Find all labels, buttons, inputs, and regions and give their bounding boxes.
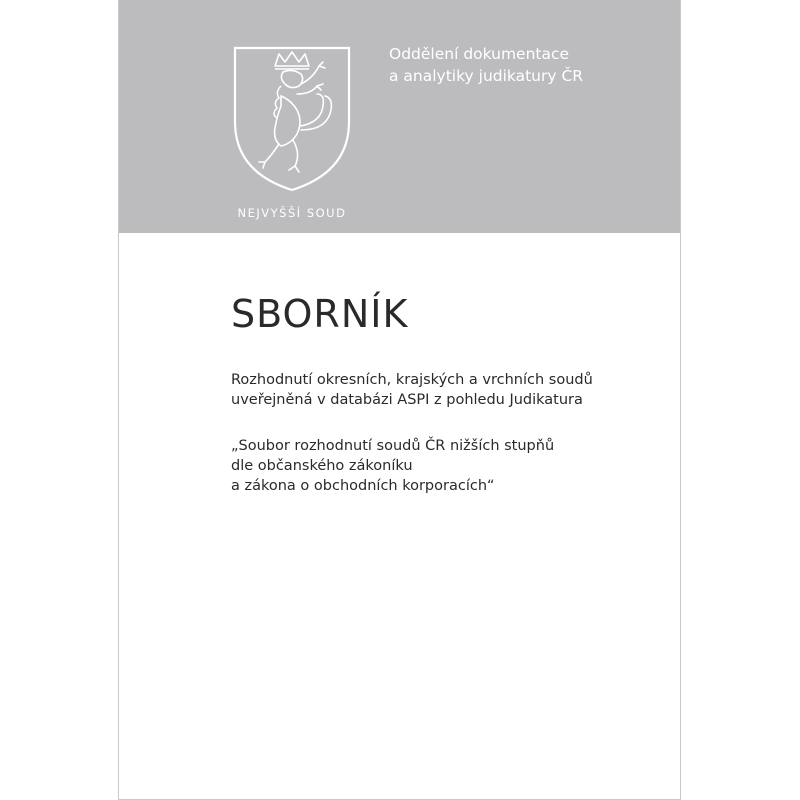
quote-line: a zákona o obchodních korporacích“ bbox=[231, 478, 495, 494]
collection-quote bbox=[231, 436, 554, 496]
court-name: NEJVYŠŠÍ SOUD bbox=[237, 206, 347, 220]
department-line: a analytiky judikatury ČR bbox=[389, 67, 584, 85]
department-name bbox=[389, 43, 583, 87]
subtitle bbox=[231, 370, 593, 410]
department-line: Oddělení dokumentace bbox=[389, 45, 570, 63]
cover-title: SBORNÍK bbox=[231, 292, 409, 336]
quote-line: „Soubor rozhodnutí soudů ČR nižších stupňů bbox=[231, 438, 555, 454]
book-cover bbox=[118, 0, 681, 800]
subtitle-line: Rozhodnutí okresních, krajských a vrchních soudů bbox=[231, 372, 593, 388]
subtitle-line: uveřejněná v databázi ASPI z pohledu Judikatura bbox=[231, 392, 583, 408]
czech-lion-coat-of-arms-icon bbox=[231, 44, 353, 194]
quote-line: dle občanského zákoníku bbox=[231, 458, 413, 474]
header-band bbox=[119, 0, 680, 233]
